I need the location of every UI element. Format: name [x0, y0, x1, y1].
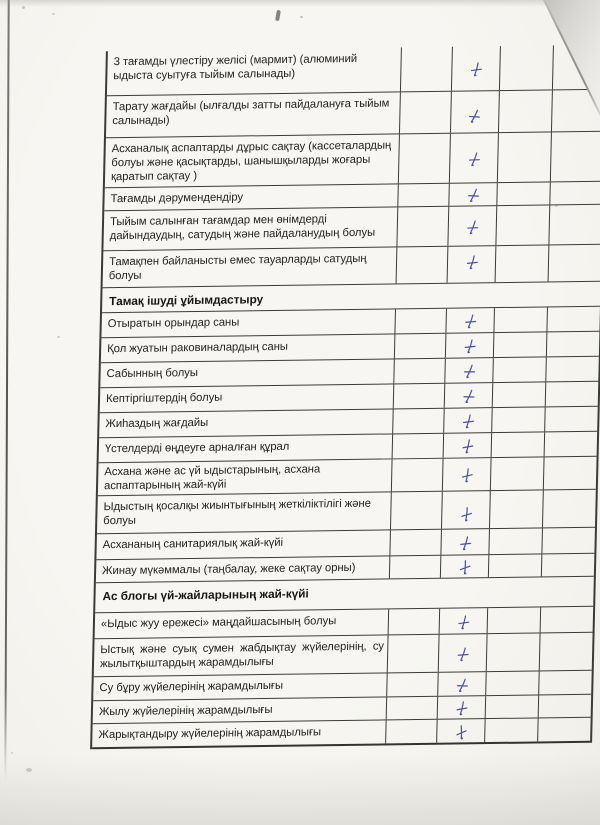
- grade-cell: [546, 382, 598, 407]
- table-row: [106, 90, 600, 139]
- grade-cell: [400, 92, 453, 134]
- table-row: [97, 490, 596, 535]
- grade-cell: [387, 673, 439, 697]
- grade-cell: [395, 309, 447, 334]
- row-label: Сабынның болуы: [100, 359, 394, 387]
- grade-cell: [440, 608, 488, 634]
- scan-bottom-shadow: [0, 755, 600, 825]
- handwritten-tick-icon: [459, 504, 474, 523]
- grade-cell: [550, 205, 600, 245]
- table-row: [94, 633, 593, 678]
- grade-cell: [394, 359, 446, 384]
- section-title: Ас блогы үй-жайларының жай-күйі: [102, 586, 309, 604]
- grade-cell: [386, 697, 438, 720]
- grade-cell: [498, 132, 553, 182]
- handwritten-tick-icon: [464, 185, 482, 206]
- table-row: [107, 45, 600, 97]
- handwritten-tick-icon: [464, 253, 480, 272]
- handwritten-tick-icon: [460, 437, 475, 455]
- row-label: Отыратын орындар саны: [101, 309, 395, 337]
- grade-cell: [392, 459, 444, 492]
- grade-cell: [450, 133, 499, 183]
- row-label: Тарату жағдайы (ылғалды затты пайдалануға тыйым салынады): [106, 92, 401, 137]
- row-label: Тағамды дәрумендендіру: [104, 184, 398, 210]
- grade-cell: [398, 134, 451, 184]
- grade-cell: [547, 332, 599, 357]
- grade-cell: [487, 607, 541, 633]
- scan-speck: [52, 13, 55, 15]
- grade-cell: [393, 384, 445, 409]
- grade-cell: [539, 695, 591, 718]
- grade-cell: [492, 407, 546, 432]
- grade-cell: [392, 434, 444, 459]
- handwritten-tick-icon: [454, 644, 471, 664]
- section-title: Тамақ ішуді ұйымдастыру: [109, 292, 264, 309]
- grade-cell: [452, 46, 501, 91]
- handwritten-tick-icon: [464, 217, 481, 237]
- row-label: Ыстық және суық сумен жабдықтау жүйелерінің, су жылытқыштардың жарамдылығы: [94, 635, 388, 676]
- table-row: [105, 132, 600, 189]
- grade-cell: [546, 407, 598, 432]
- grade-cell: [485, 718, 539, 742]
- handwritten-tick-icon: [459, 386, 477, 407]
- grade-cell: [486, 671, 540, 695]
- grade-cell: [490, 490, 544, 528]
- grade-cell: [395, 334, 447, 359]
- table-row: [92, 718, 591, 750]
- row-label: Жиһаздың жағдайы: [99, 409, 393, 437]
- row-label: Су бұру жүйелерінің жарамдылығы: [93, 673, 387, 700]
- grade-cell: [450, 183, 498, 206]
- grade-cell: [390, 530, 442, 556]
- handwritten-tick-icon: [468, 60, 484, 79]
- grade-cell: [386, 720, 438, 744]
- scan-speck: [57, 336, 60, 338]
- grade-cell: [445, 383, 493, 408]
- grade-cell: [442, 529, 490, 555]
- scan-speck: [22, 6, 25, 9]
- grade-cell: [491, 432, 545, 457]
- grade-cell: [391, 492, 443, 530]
- grade-cell: [446, 333, 494, 358]
- grade-cell: [393, 409, 445, 434]
- grade-cell: [493, 382, 547, 407]
- grade-cell: [437, 719, 485, 743]
- grade-cell: [551, 182, 600, 205]
- grade-cell: [499, 90, 553, 132]
- grade-cell: [551, 132, 600, 182]
- grade-cell: [387, 635, 439, 673]
- handwritten-tick-icon: [462, 337, 478, 356]
- handwritten-tick-icon: [454, 699, 469, 717]
- grade-cell: [540, 671, 592, 695]
- row-label: Асхана және ас үй ыдыстарының, асхана аспаптарының жай-күйі: [98, 459, 392, 495]
- row-label: 3 тағамды үлестіру желісі (мармит) (алюминий ыдыста суытуға тыйым салынады): [107, 47, 402, 95]
- scanner-edge-line: [4, 0, 9, 780]
- row-label: Асханалық аспаптарды дұрыс сақтау (кассеталардың болуы және қасықтарды, шанышқыларды жоғары қаратып сақтау ): [105, 134, 400, 187]
- row-label: Жинау мүкәммалы (таңбалау, жеке сақтау орны): [96, 556, 390, 582]
- grade-cell: [438, 672, 486, 696]
- grade-cell: [396, 247, 448, 284]
- grade-cell: [548, 307, 600, 332]
- handwritten-tick-icon: [457, 533, 473, 552]
- grade-cell: [500, 45, 555, 90]
- grade-cell: [388, 609, 440, 635]
- grade-cell: [493, 357, 547, 382]
- grade-cell: [442, 491, 490, 529]
- grade-cell: [447, 308, 495, 333]
- handwritten-tick-icon: [460, 412, 476, 431]
- handwritten-tick-icon: [462, 312, 479, 332]
- handwritten-tick-icon: [457, 557, 473, 577]
- inspection-table: [90, 45, 600, 750]
- grade-cell: [496, 205, 550, 245]
- handwritten-tick-icon: [456, 613, 472, 632]
- row-label: Асхананың санитариялық жай-күйі: [96, 530, 390, 559]
- table-row: [103, 205, 600, 252]
- grade-cell: [491, 457, 545, 490]
- grade-cell: [494, 307, 548, 332]
- grade-cell: [489, 554, 543, 577]
- row-label: Тыйым салынған тағамдар мен өнімдерді дайындаудың, сатудың және пайдаланудың болуы: [103, 207, 398, 250]
- scan-speck: [11, 752, 13, 754]
- grade-cell: [451, 91, 500, 133]
- grade-cell: [541, 607, 593, 633]
- grade-cell: [494, 332, 548, 357]
- grade-cell: [443, 458, 491, 491]
- row-label: «Ыдыс жуу ережесі» маңдайшасының болуы: [95, 609, 389, 638]
- grade-cell: [542, 554, 594, 577]
- handwritten-tick-icon: [453, 675, 471, 696]
- grade-cell: [390, 556, 442, 579]
- grade-cell: [495, 245, 549, 282]
- handwritten-tick-icon: [465, 105, 484, 126]
- row-label: Қол жуатын раковиналардың саны: [101, 334, 395, 362]
- grade-cell: [446, 358, 494, 383]
- grade-cell: [401, 47, 454, 92]
- grade-cell: [444, 433, 492, 458]
- row-label: Үстелдерді өңдеуге арналған құрал: [99, 434, 393, 462]
- grade-cell: [448, 246, 496, 283]
- row-label: Тамақпен байланысты емес тауарларды сатудың болуы: [103, 247, 397, 287]
- handwritten-tick-icon: [460, 466, 474, 485]
- grade-cell: [544, 457, 596, 490]
- row-label: Кептіргіштердің болуы: [100, 384, 394, 412]
- grade-cell: [487, 633, 541, 671]
- grade-cell: [543, 528, 595, 554]
- row-label: Жарықтандыру жүйелерінің жарамдылығы: [92, 720, 386, 747]
- grade-cell: [539, 718, 591, 742]
- grade-cell: [398, 184, 450, 207]
- grade-cell: [438, 696, 486, 719]
- scan-speck: [300, 16, 303, 18]
- grade-cell: [439, 634, 487, 672]
- grade-cell: [549, 245, 600, 282]
- grade-cell: [497, 182, 551, 205]
- handwritten-tick-icon: [465, 149, 482, 169]
- handwritten-tick-icon: [452, 722, 469, 743]
- grade-cell: [547, 357, 599, 382]
- row-label: Ыдыстың қосалқы жиынтығының жеткіліктілігі және болуы: [97, 492, 391, 533]
- handwritten-tick-icon: [460, 361, 478, 381]
- grade-cell: [545, 432, 597, 457]
- grade-cell: [441, 555, 489, 578]
- grade-cell: [540, 633, 592, 671]
- scan-smudge: [275, 10, 281, 22]
- scan-top-shadow: [0, 0, 600, 7]
- grade-cell: [449, 206, 497, 246]
- grade-cell: [489, 528, 543, 554]
- grade-cell: [397, 207, 449, 247]
- grade-cell: [444, 408, 492, 433]
- grade-cell: [486, 695, 540, 718]
- row-label: Жылу жүйелерінің жарамдылығы: [93, 697, 387, 723]
- grade-cell: [543, 490, 595, 528]
